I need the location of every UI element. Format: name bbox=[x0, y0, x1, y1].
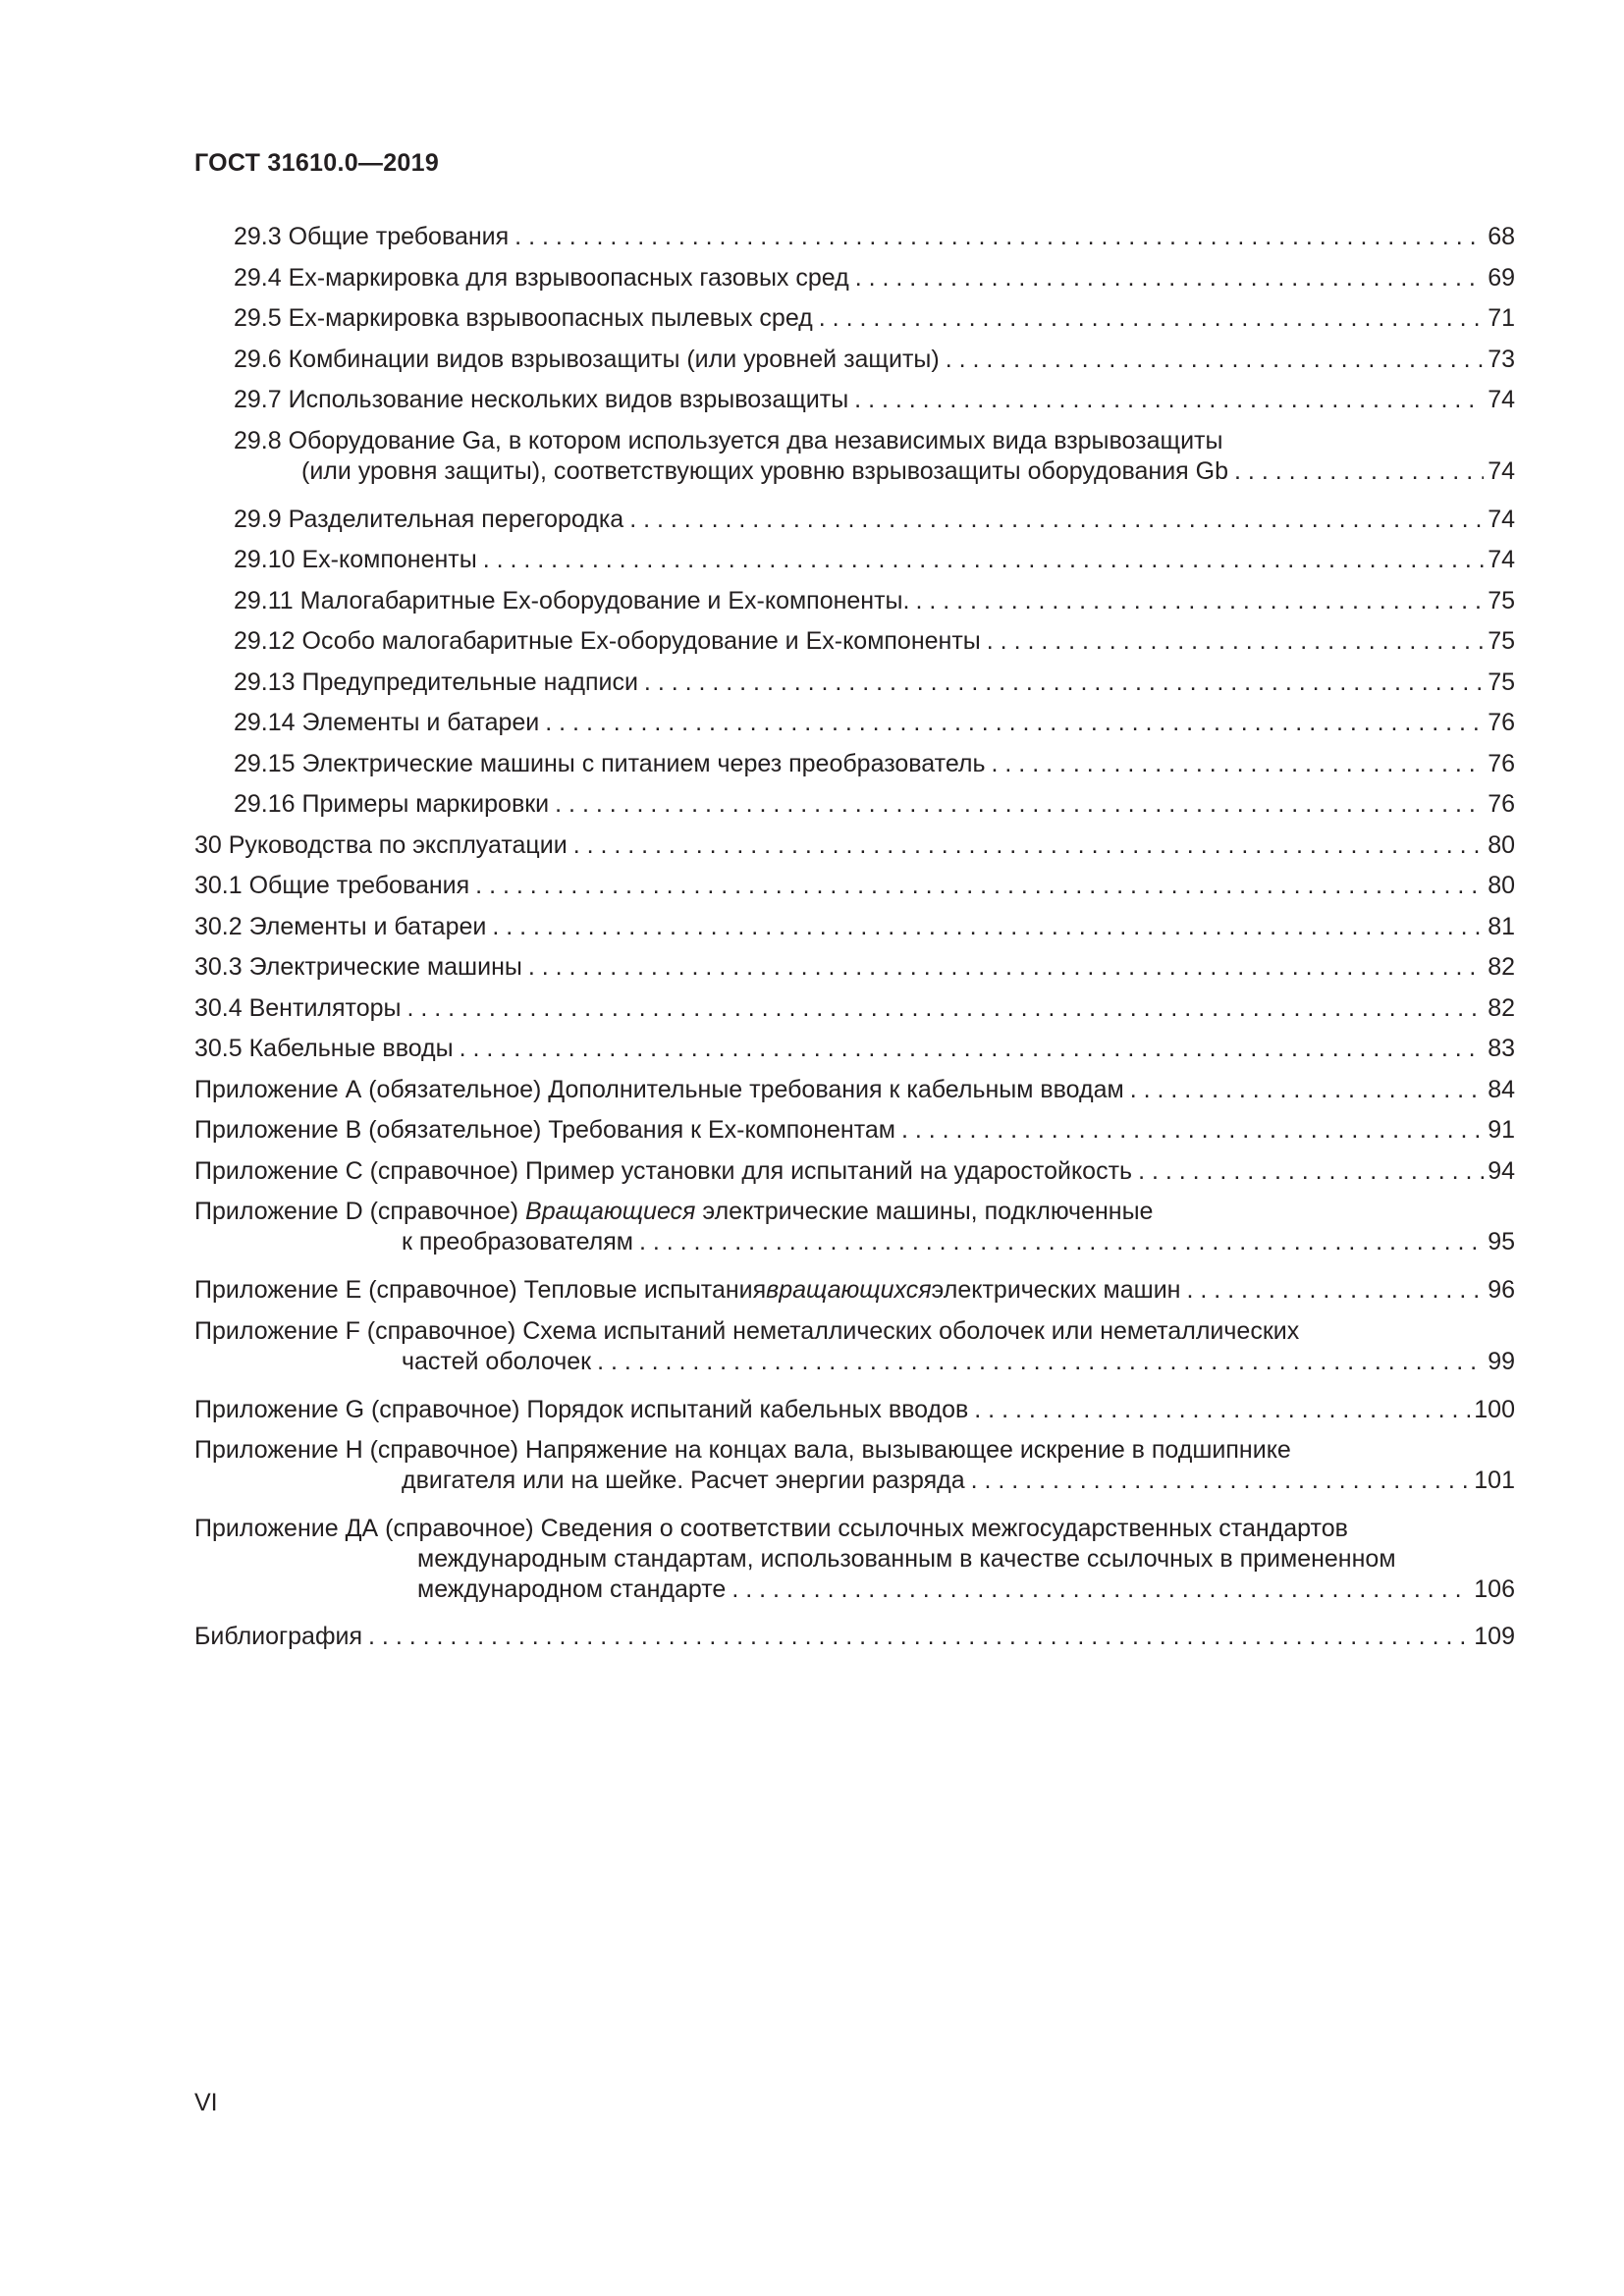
toc-entry-title-continued: международным стандартам, использованным в качестве ссылочных в примененном bbox=[417, 1545, 1396, 1573]
toc-page-number: 74 bbox=[1488, 546, 1515, 573]
toc-entry-title-continued: к преобразователям bbox=[402, 1228, 633, 1255]
toc-entry-title: 29.3 Общие требования bbox=[234, 223, 510, 250]
toc-entry-title-rest: электрические машины, подключенные bbox=[695, 1198, 1154, 1225]
toc-entry-title: Приложение Е (справочное) Тепловые испытания bbox=[194, 1276, 767, 1304]
toc-page-number: 95 bbox=[1488, 1228, 1515, 1255]
toc-entry-title: 29.10 Ex-компоненты bbox=[234, 546, 477, 573]
toc-entry-29-9[interactable] bbox=[194, 505, 1515, 546]
toc-entry-29-8[interactable] bbox=[194, 426, 1515, 505]
dot-leader bbox=[644, 667, 1484, 698]
toc-page-number: 101 bbox=[1474, 1467, 1515, 1494]
toc-entry-appendix-c[interactable] bbox=[194, 1156, 1515, 1198]
dot-leader bbox=[639, 1227, 1484, 1257]
toc-entry-30-5[interactable] bbox=[194, 1034, 1515, 1075]
toc-entry-title: 30.1 Общие требования bbox=[194, 872, 470, 899]
document-header: ГОСТ 31610.0—2019 bbox=[194, 149, 440, 177]
toc-entry-appendix-da[interactable] bbox=[194, 1514, 1515, 1622]
toc-entry-title: 29.16 Примеры маркировки bbox=[234, 790, 550, 818]
dot-leader bbox=[974, 1395, 1470, 1425]
toc-entry-title: 29.8 Оборудование Ga, в котором используется два независимых вида взрывозащиты bbox=[234, 426, 1223, 454]
toc-entry-title: 29.11 Малогабаритные Ex-оборудование и Ex-компоненты. bbox=[234, 586, 910, 614]
dot-leader bbox=[819, 303, 1484, 334]
toc-entry-title: 30.3 Электрические машины bbox=[194, 953, 522, 981]
dot-leader bbox=[987, 626, 1484, 657]
toc-page-number: 94 bbox=[1488, 1156, 1515, 1185]
toc-page-number: 100 bbox=[1474, 1395, 1515, 1423]
toc-entry-title: 29.7 Использование нескольких видов взрывозащиты bbox=[234, 386, 849, 413]
toc-page-number: 69 bbox=[1488, 263, 1515, 292]
toc-entry-appendix-h[interactable] bbox=[194, 1435, 1515, 1514]
dot-leader bbox=[528, 952, 1484, 983]
dot-leader bbox=[406, 993, 1484, 1024]
toc-entry-title: Приложение G (справочное) Порядок испытаний кабельных вводов bbox=[194, 1395, 969, 1423]
toc-entry-title: 29.15 Электрические машины с питанием через преобразователь bbox=[234, 749, 986, 777]
toc-page-number: 99 bbox=[1488, 1347, 1515, 1375]
toc-entry-title: 30.5 Кабельные вводы bbox=[194, 1035, 454, 1062]
dot-leader bbox=[1186, 1275, 1484, 1306]
dot-leader bbox=[629, 505, 1484, 535]
dot-leader bbox=[460, 1034, 1485, 1064]
toc-entry-title-continued: международном стандарте bbox=[417, 1575, 727, 1603]
toc-entry-30[interactable] bbox=[194, 830, 1515, 872]
toc-entry-29-10[interactable] bbox=[194, 545, 1515, 586]
dot-leader bbox=[475, 871, 1484, 901]
toc-entry-29-12[interactable] bbox=[194, 626, 1515, 667]
toc-page-number: 74 bbox=[1488, 386, 1515, 413]
toc-page-number: 109 bbox=[1474, 1623, 1515, 1650]
toc-entry-29-13[interactable] bbox=[194, 667, 1515, 709]
toc-entry-29-7[interactable] bbox=[194, 385, 1515, 426]
toc-entry-title: 29.12 Особо малогабаритные Ex-оборудование и Ex-компоненты bbox=[234, 627, 981, 655]
toc-entry-title: 29.6 Комбинации видов взрывозащиты (или уровней защиты) bbox=[234, 345, 940, 373]
toc-entry-title: 30 Руководства по эксплуатации bbox=[194, 830, 568, 859]
dot-leader bbox=[1234, 456, 1484, 487]
toc-entry-title-continued: (или уровня защиты), соответствующих уровню взрывозащиты оборудования Gb bbox=[301, 456, 1229, 485]
toc-entry-29-6[interactable] bbox=[194, 345, 1515, 386]
dot-leader bbox=[573, 830, 1485, 861]
toc-page-number: 80 bbox=[1488, 830, 1515, 859]
toc-page-number: 84 bbox=[1488, 1075, 1515, 1103]
toc-entry-appendix-a[interactable] bbox=[194, 1075, 1515, 1116]
dot-leader bbox=[855, 263, 1484, 294]
toc-entry-30-1[interactable] bbox=[194, 871, 1515, 912]
dot-leader bbox=[971, 1466, 1471, 1496]
toc-entry-29-5[interactable] bbox=[194, 303, 1515, 345]
toc-entry-title: 30.4 Вентиляторы bbox=[194, 993, 402, 1022]
toc-entry-title: Приложение В (обязательное) Требования к Ex-компонентам bbox=[194, 1116, 895, 1144]
toc-entry-title-rest: электрических машин bbox=[931, 1276, 1181, 1304]
dot-leader bbox=[368, 1622, 1470, 1652]
toc-page-number: 74 bbox=[1488, 505, 1515, 533]
dot-leader bbox=[854, 385, 1484, 415]
dot-leader bbox=[992, 749, 1485, 779]
toc-page-number: 96 bbox=[1488, 1276, 1515, 1304]
toc-entry-appendix-b[interactable] bbox=[194, 1115, 1515, 1156]
dot-leader bbox=[915, 586, 1484, 616]
dot-leader bbox=[597, 1347, 1484, 1377]
toc-page-number: 106 bbox=[1474, 1575, 1515, 1603]
toc-page-number: 71 bbox=[1488, 304, 1515, 332]
toc-entry-29-15[interactable] bbox=[194, 749, 1515, 790]
toc-page-number: 82 bbox=[1488, 993, 1515, 1022]
toc-entry-title: Приложение Н (справочное) Напряжение на концах вала, вызывающее искрение в подшипнике bbox=[194, 1436, 1291, 1464]
toc-entry-title: Приложение ДА (справочное) Сведения о соответствии ссылочных межгосударственных стандартов bbox=[194, 1515, 1348, 1542]
toc-page-number: 68 bbox=[1488, 223, 1515, 250]
toc-entry-30-2[interactable] bbox=[194, 912, 1515, 953]
dot-leader bbox=[946, 345, 1484, 375]
toc-page-number: 76 bbox=[1488, 790, 1515, 818]
dot-leader bbox=[1138, 1156, 1484, 1187]
toc-page-number: 91 bbox=[1488, 1116, 1515, 1144]
page-number: VI bbox=[194, 2089, 218, 2116]
toc-page-number: 75 bbox=[1488, 667, 1515, 696]
toc-page-number: 81 bbox=[1488, 912, 1515, 940]
toc-entry-title: 29.4 Ex-маркировка для взрывоопасных газовых сред bbox=[234, 263, 849, 292]
toc-entry-title: Приложение D (справочное) bbox=[194, 1198, 526, 1225]
toc-entry-title-continued: частей оболочек bbox=[402, 1347, 592, 1375]
toc-entry-title-continued: двигателя или на шейке. Расчет энергии разряда bbox=[402, 1467, 965, 1494]
toc-entry-title: 29.14 Элементы и батареи bbox=[234, 709, 540, 736]
toc-page-number: 80 bbox=[1488, 872, 1515, 899]
toc-entry-title: 29.9 Разделительная перегородка bbox=[234, 505, 624, 533]
toc-entry-title: 29.13 Предупредительные надписи bbox=[234, 667, 638, 696]
dot-leader bbox=[492, 912, 1484, 942]
toc-entry-title: Приложение F (справочное) Схема испытаний неметаллических оболочек или неметаллических bbox=[194, 1316, 1300, 1345]
toc-page-number: 76 bbox=[1488, 749, 1515, 777]
toc-entry-title: 29.5 Ex-маркировка взрывоопасных пылевых сред bbox=[234, 304, 813, 332]
toc-entry-appendix-g[interactable] bbox=[194, 1395, 1515, 1436]
dot-leader bbox=[901, 1115, 1484, 1146]
toc-entry-29-3[interactable] bbox=[194, 222, 1515, 263]
toc-entry-29-14[interactable] bbox=[194, 708, 1515, 749]
toc-entry-title: Приложение А (обязательное) Дополнительные требования к кабельным вводам bbox=[194, 1075, 1124, 1103]
dot-leader bbox=[545, 708, 1484, 738]
dot-leader bbox=[514, 222, 1484, 252]
toc-page-number: 75 bbox=[1488, 627, 1515, 655]
dot-leader bbox=[483, 545, 1484, 575]
toc-entry-title: Библиография bbox=[194, 1623, 363, 1650]
toc-entry-30-3[interactable] bbox=[194, 952, 1515, 993]
toc-entry-29-11[interactable] bbox=[194, 586, 1515, 627]
dot-leader bbox=[1130, 1075, 1484, 1105]
toc-entry-title-italic: Вращающиеся bbox=[525, 1198, 696, 1225]
toc-entry-29-4[interactable] bbox=[194, 263, 1515, 304]
toc-entry-appendix-e[interactable] bbox=[194, 1275, 1515, 1316]
toc-entry-title: Приложение С (справочное) Пример установки для испытаний на ударостойкость bbox=[194, 1156, 1133, 1185]
toc-entry-29-16[interactable] bbox=[194, 789, 1515, 830]
toc-page-number: 76 bbox=[1488, 709, 1515, 736]
table-of-contents bbox=[194, 222, 1515, 1663]
toc-entry-bibliography[interactable] bbox=[194, 1622, 1515, 1663]
toc-entry-title-italic: вращающихся bbox=[766, 1276, 932, 1304]
toc-page-number: 83 bbox=[1488, 1035, 1515, 1062]
toc-page-number: 75 bbox=[1488, 586, 1515, 614]
dot-leader bbox=[731, 1575, 1470, 1605]
toc-entry-title: 30.2 Элементы и батареи bbox=[194, 912, 487, 940]
toc-page-number: 73 bbox=[1488, 345, 1515, 373]
toc-entry-appendix-d[interactable] bbox=[194, 1197, 1515, 1275]
dot-leader bbox=[555, 789, 1484, 820]
toc-entry-appendix-f[interactable] bbox=[194, 1316, 1515, 1395]
toc-page-number: 82 bbox=[1488, 953, 1515, 981]
toc-entry-30-4[interactable] bbox=[194, 993, 1515, 1035]
toc-page-number: 74 bbox=[1488, 456, 1515, 485]
